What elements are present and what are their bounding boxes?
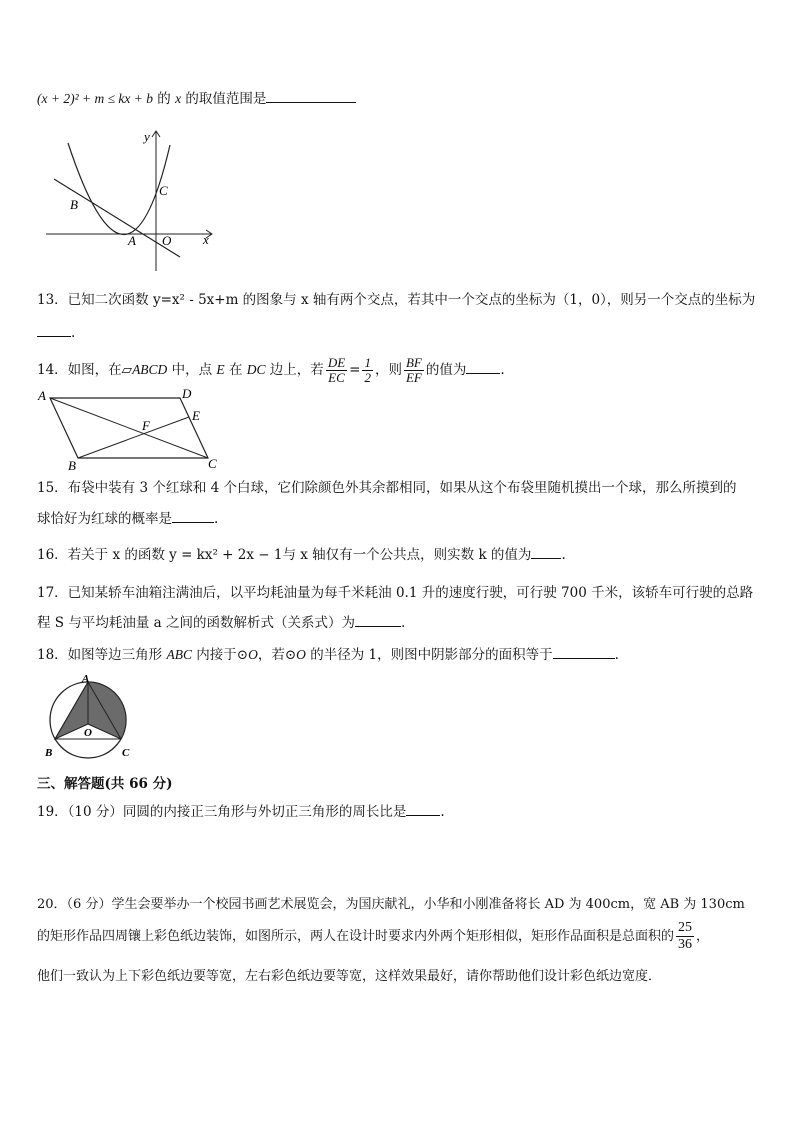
question-15: 15．布袋中装有 3 个红球和 4 个白球，它们除颜色外其余都相同，如果从这个布袋里随机摸出一个球，那么所摸到的 xyxy=(37,480,737,496)
inequality-expr: (x + 2)² + m ≤ kx + b xyxy=(37,91,154,106)
x-axis-label: x xyxy=(203,232,209,247)
point-A-label: A xyxy=(128,233,136,248)
answer-blank xyxy=(266,88,356,103)
q12-tail-line: (x + 2)² + m ≤ kx + b 的 x 的取值范围是 xyxy=(37,88,356,109)
section-heading: 三、解答题(共 66 分) xyxy=(37,776,173,792)
parabola-line-figure xyxy=(40,125,230,275)
question-17: 17．已知某轿车油箱注满油后，以平均耗油量为每千米耗油 0.1 升的速度行驶，可行驶 700 千米，该轿车可行驶的总路 xyxy=(37,585,754,601)
question-20: 20．（6 分）学生会要举办一个校园书画艺术展览会，为国庆献礼，小华和小刚准备将长 AD 为 400cm，宽 AB 为 130cm xyxy=(37,897,745,912)
answer-blank xyxy=(355,612,401,627)
center-O-label: O xyxy=(84,727,92,739)
question-13: 13．已知二次函数 y=x² - 5x+m 的图象与 x 轴有两个交点，若其中一个交点的坐标为（1，0），则另一个交点的坐标为 xyxy=(37,292,756,308)
fraction-de-ec: $\frac{DE}{EC}$ xyxy=(327,355,346,385)
question-20-line2: 的矩形作品四周镶上彩色纸边装饰，如图所示，两人在设计时要求内外两个矩形相似，矩形作品面积是总面积的 $\frac{25}{36}$ ， xyxy=(37,920,710,952)
point-A-label: A xyxy=(38,388,46,403)
point-C-label: C xyxy=(208,456,217,471)
fraction-one-half: $\frac{1}{2}$ xyxy=(364,355,371,385)
point-C-label: C xyxy=(159,183,168,198)
question-18: 18．如图等边三角形 ABC 内接于⊙O，若⊙O 的半径为 1，则图中阴影部分的面积等于 . xyxy=(37,644,619,665)
y-axis-label: y xyxy=(144,129,150,144)
answer-blank xyxy=(466,359,500,374)
question-17-line2: 程 S 与平均耗油量 a 之间的函数解析式（关系式）为 . xyxy=(37,612,405,633)
question-15-line2: 球恰好为红球的概率是 . xyxy=(37,508,218,529)
question-20-line3: 他们一致认为上下彩色纸边要等宽，左右彩色纸边要等宽，这样效果最好，请你帮助他们设计彩色纸边宽度． xyxy=(37,969,662,984)
question-13-blank-line: . xyxy=(37,322,75,343)
answer-blank xyxy=(553,644,615,659)
point-B-label: B xyxy=(68,458,76,473)
origin-label: O xyxy=(162,233,172,248)
answer-blank xyxy=(531,544,561,559)
answer-blank xyxy=(172,508,214,523)
point-B-label: B xyxy=(70,197,78,212)
question-19: 19．（10 分）同圆的内接正三角形与外切正三角形的周长比是 . xyxy=(37,801,445,822)
answer-blank xyxy=(406,801,440,816)
point-B-label: B xyxy=(45,747,53,759)
point-C-label: C xyxy=(122,747,130,759)
point-F-label: F xyxy=(142,418,150,433)
parallelogram-figure xyxy=(36,384,236,474)
fraction-bf-ef: $\frac{BF}{EF}$ xyxy=(405,355,422,385)
question-14: 14．如图，在▱ABCD 中，点 E 在 DC 边上，若 $\frac{DE}{EC}$ = $\frac{1}{2}$ ，则 $\frac{BF}{EF}$ 的值为 . xyxy=(37,355,505,385)
answer-blank xyxy=(37,322,71,337)
fraction-25-36: $\frac{25}{36}$ xyxy=(678,920,693,952)
inscribed-triangle-figure xyxy=(38,674,138,766)
point-A-label: A xyxy=(82,674,90,685)
question-16: 16．若关于 x 的函数 y = kx² + 2x − 1与 x 轴仅有一个公共点，则实数 k 的值为 . xyxy=(37,544,566,565)
point-D-label: D xyxy=(182,386,192,401)
point-E-label: E xyxy=(192,408,200,423)
